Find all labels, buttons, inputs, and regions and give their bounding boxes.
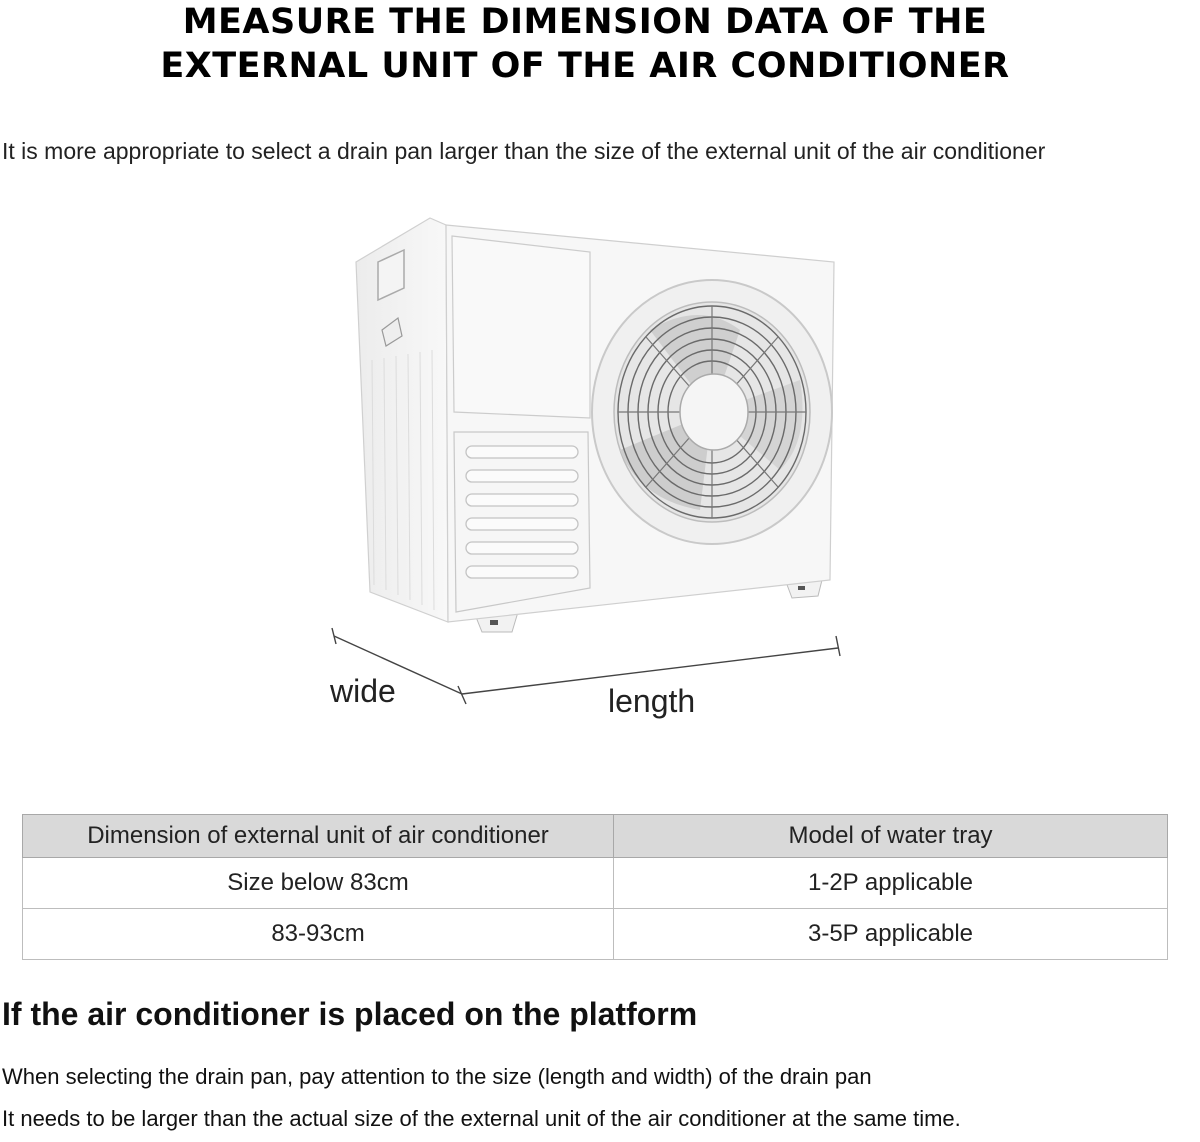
title-line-2: EXTERNAL UNIT OF THE AIR CONDITIONER [160,46,1010,86]
table-header-cell: Model of water tray [614,815,1168,858]
table-cell: Size below 83cm [23,858,614,909]
fan-icon [592,280,832,544]
title-line-1: MEASURE THE DIMENSION DATA OF THE [182,2,988,42]
platform-text-2: It needs to be larger than the actual size of the external unit of the air conditioner at the same time. [2,1106,961,1131]
vent-slat [466,566,578,578]
table-row [23,858,1168,909]
vent-slat [466,470,578,482]
vent-slat [466,542,578,554]
table-row [23,909,1168,960]
table-header-cell: Dimension of external unit of air conditioner [23,815,614,858]
table-cell: 1-2P applicable [614,858,1168,909]
vent-slat [466,518,578,530]
dimension-lines [332,628,840,704]
table-cell: 3-5P applicable [614,909,1168,960]
table-header-row [23,815,1168,858]
page-title [0,0,1170,88]
air-conditioner-illustration [320,200,860,740]
intro-text: It is more appropriate to select a drain pan larger than the size of the external unit of the air conditioner [2,138,1046,164]
platform-text-1: When selecting the drain pan, pay attention to the size (length and width) of the drain pan [2,1064,872,1089]
size-table [22,814,1168,960]
platform-heading: If the air conditioner is placed on the platform [2,996,698,1032]
table-cell: 83-93cm [23,909,614,960]
label-length: length [608,683,696,719]
vent-slat [466,446,578,458]
vent-slat [466,494,578,506]
label-wide: wide [330,673,396,709]
